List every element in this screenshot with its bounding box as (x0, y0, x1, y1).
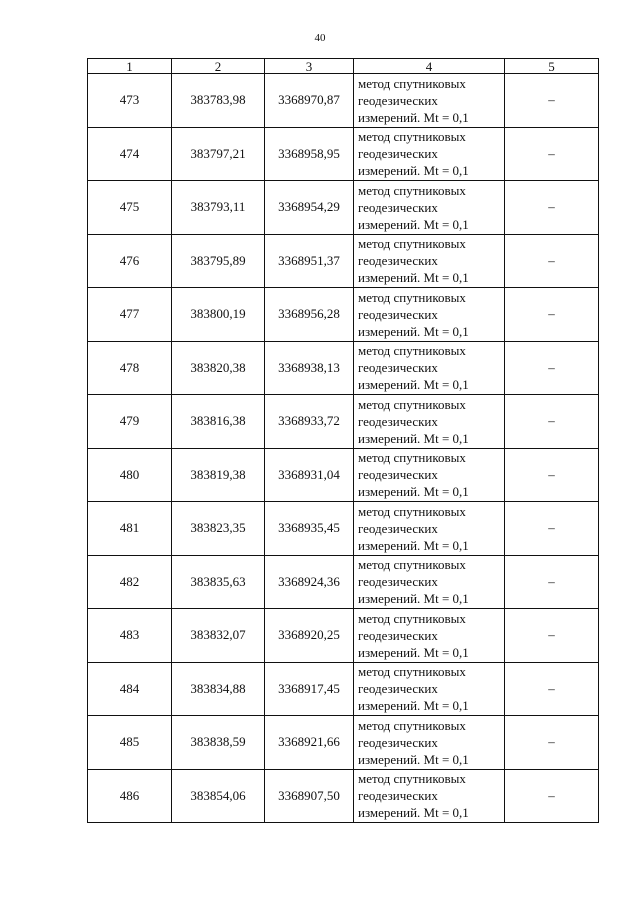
method-description (354, 341, 505, 395)
coordinate-x: 383816,38 (172, 395, 265, 449)
coordinate-x: 383793,11 (172, 181, 265, 235)
header-col-4: 4 (354, 59, 505, 74)
point-number: 477 (88, 288, 172, 342)
header-col-3: 3 (265, 59, 354, 74)
table-row (88, 288, 599, 342)
method-description (354, 609, 505, 663)
coordinate-x: 383834,88 (172, 662, 265, 716)
method-description (354, 555, 505, 609)
note-cell: – (505, 769, 599, 823)
method-line: метод спутниковых (358, 610, 466, 626)
header-row (88, 59, 599, 74)
method-description (354, 234, 505, 288)
method-line: геодезических (358, 467, 438, 483)
method-line: геодезических (358, 574, 438, 590)
coordinate-x: 383823,35 (172, 502, 265, 556)
coordinates-table (87, 58, 599, 823)
coordinate-y: 3368921,66 (265, 716, 354, 770)
coordinate-y: 3368933,72 (265, 395, 354, 449)
coordinate-x: 383854,06 (172, 769, 265, 823)
coordinate-y: 3368917,45 (265, 662, 354, 716)
method-line: метод спутниковых (358, 557, 466, 573)
point-number: 485 (88, 716, 172, 770)
coordinate-y: 3368958,95 (265, 127, 354, 181)
method-line: метод спутниковых (358, 450, 466, 466)
table-row (88, 341, 599, 395)
method-line: измерений. Mt = 0,1 (358, 805, 469, 821)
coordinate-y: 3368956,28 (265, 288, 354, 342)
note-cell: – (505, 234, 599, 288)
method-description (354, 716, 505, 770)
coordinate-x: 383832,07 (172, 609, 265, 663)
coordinate-x: 383795,89 (172, 234, 265, 288)
note-cell: – (505, 395, 599, 449)
method-line: геодезических (358, 734, 438, 750)
coordinate-x: 383820,38 (172, 341, 265, 395)
method-line: измерений. Mt = 0,1 (358, 484, 469, 500)
method-line: геодезических (358, 681, 438, 697)
method-line: измерений. Mt = 0,1 (358, 698, 469, 714)
point-number: 486 (88, 769, 172, 823)
method-line: метод спутниковых (358, 236, 466, 252)
note-cell: – (505, 74, 599, 128)
method-line: геодезических (358, 360, 438, 376)
coordinate-x: 383838,59 (172, 716, 265, 770)
coordinate-y: 3368954,29 (265, 181, 354, 235)
method-line: геодезических (358, 306, 438, 322)
table-row (88, 234, 599, 288)
method-line: метод спутниковых (358, 343, 466, 359)
page-number: 40 (314, 32, 326, 44)
note-cell: – (505, 555, 599, 609)
method-description (354, 288, 505, 342)
point-number: 478 (88, 341, 172, 395)
point-number: 473 (88, 74, 172, 128)
method-description (354, 662, 505, 716)
method-description (354, 395, 505, 449)
method-line: метод спутниковых (358, 182, 466, 198)
coordinate-y: 3368951,37 (265, 234, 354, 288)
method-line: метод спутниковых (358, 503, 466, 519)
method-description (354, 74, 505, 128)
header-col-5: 5 (505, 59, 599, 74)
point-number: 482 (88, 555, 172, 609)
table-row (88, 609, 599, 663)
coordinate-y: 3368924,36 (265, 555, 354, 609)
table-row (88, 502, 599, 556)
point-number: 483 (88, 609, 172, 663)
table-header (88, 59, 599, 74)
note-cell: – (505, 609, 599, 663)
method-line: измерений. Mt = 0,1 (358, 216, 469, 232)
method-line: геодезических (358, 199, 438, 215)
method-line: измерений. Mt = 0,1 (358, 430, 469, 446)
coordinate-y: 3368907,50 (265, 769, 354, 823)
note-cell: – (505, 502, 599, 556)
method-line: метод спутниковых (358, 771, 466, 787)
method-line: измерений. Mt = 0,1 (358, 751, 469, 767)
method-description (354, 448, 505, 502)
note-cell: – (505, 448, 599, 502)
table-row (88, 769, 599, 823)
coordinate-x: 383797,21 (172, 127, 265, 181)
method-line: измерений. Mt = 0,1 (358, 537, 469, 553)
method-description (354, 502, 505, 556)
note-cell: – (505, 662, 599, 716)
table-row (88, 662, 599, 716)
method-line: метод спутниковых (358, 75, 466, 91)
method-line: метод спутниковых (358, 129, 466, 145)
coordinate-y: 3368935,45 (265, 502, 354, 556)
coordinate-y: 3368920,25 (265, 609, 354, 663)
method-line: измерений. Mt = 0,1 (358, 163, 469, 179)
method-line: геодезических (358, 146, 438, 162)
method-line: метод спутниковых (358, 664, 466, 680)
point-number: 474 (88, 127, 172, 181)
method-line: геодезических (358, 520, 438, 536)
method-description (354, 769, 505, 823)
point-number: 475 (88, 181, 172, 235)
method-description (354, 181, 505, 235)
table-row (88, 127, 599, 181)
point-number: 479 (88, 395, 172, 449)
method-line: метод спутниковых (358, 717, 466, 733)
table-row (88, 395, 599, 449)
method-line: геодезических (358, 788, 438, 804)
method-line: измерений. Mt = 0,1 (358, 270, 469, 286)
method-line: метод спутниковых (358, 289, 466, 305)
point-number: 476 (88, 234, 172, 288)
note-cell: – (505, 127, 599, 181)
method-line: измерений. Mt = 0,1 (358, 377, 469, 393)
method-line: геодезических (358, 253, 438, 269)
point-number: 481 (88, 502, 172, 556)
coordinate-x: 383800,19 (172, 288, 265, 342)
note-cell: – (505, 288, 599, 342)
table-row (88, 74, 599, 128)
coordinate-y: 3368931,04 (265, 448, 354, 502)
method-line: метод спутниковых (358, 396, 466, 412)
note-cell: – (505, 716, 599, 770)
coordinate-y: 3368938,13 (265, 341, 354, 395)
note-cell: – (505, 181, 599, 235)
note-cell: – (505, 341, 599, 395)
point-number: 480 (88, 448, 172, 502)
table-body (88, 74, 599, 823)
table-row (88, 181, 599, 235)
method-description (354, 127, 505, 181)
point-number: 484 (88, 662, 172, 716)
method-line: измерений. Mt = 0,1 (358, 323, 469, 339)
table-row (88, 716, 599, 770)
method-line: измерений. Mt = 0,1 (358, 644, 469, 660)
method-line: геодезических (358, 627, 438, 643)
table-row (88, 555, 599, 609)
table-row (88, 448, 599, 502)
coordinate-y: 3368970,87 (265, 74, 354, 128)
method-line: геодезических (358, 92, 438, 108)
coordinate-x: 383819,38 (172, 448, 265, 502)
method-line: измерений. Mt = 0,1 (358, 109, 469, 125)
coordinate-x: 383835,63 (172, 555, 265, 609)
header-col-1: 1 (88, 59, 172, 74)
header-col-2: 2 (172, 59, 265, 74)
coordinate-x: 383783,98 (172, 74, 265, 128)
method-line: измерений. Mt = 0,1 (358, 591, 469, 607)
method-line: геодезических (358, 413, 438, 429)
